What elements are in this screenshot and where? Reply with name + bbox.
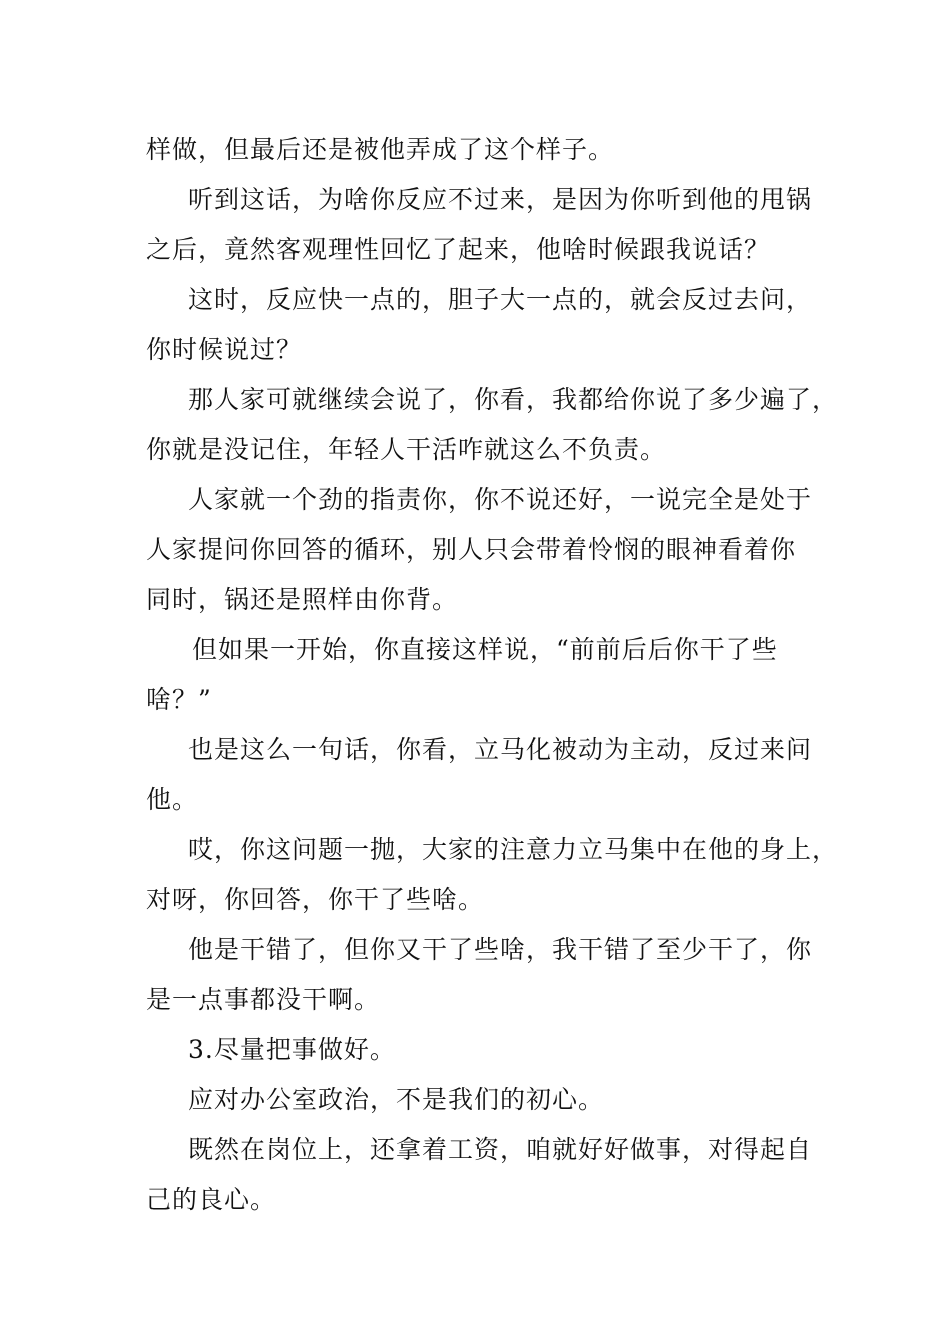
text-line: 人家提问你回答的循环，别人只会带着怜悯的眼神看着你 (146, 535, 797, 564)
text-line: 哎，你这问题一抛，大家的注意力立马集中在他的身上， (188, 835, 839, 864)
text-line: 应对办公室政治，不是我们的初心。 (188, 1085, 605, 1114)
text-line: 是一点事都没干啊。 (146, 985, 381, 1014)
text-line: 你时候说过？ (146, 335, 303, 364)
text-line: 这时，反应快一点的，胆子大一点的，就会反过去问， (188, 285, 813, 314)
text-line: 那人家可就继续会说了，你看，我都给你说了多少遍了， (188, 385, 839, 414)
text-line: 人家就一个劲的指责你，你不说还好，一说完全是处于 (188, 485, 813, 514)
text-line: 之后，竟然客观理性回忆了起来，他啥时候跟我说话？ (146, 235, 771, 264)
text-line: 也是这么一句话，你看，立马化被动为主动，反过来问 (188, 735, 813, 764)
text-line: 啥？” (146, 685, 212, 714)
text-line: 听到这话，为啥你反应不过来，是因为你听到他的甩锅 (188, 185, 813, 214)
text-line: 他。 (146, 785, 199, 814)
text-line: 对呀，你回答，你干了些啥。 (146, 885, 485, 914)
text-line: 同时，锅还是照样由你背。 (146, 585, 459, 614)
text-line: 他是干错了，但你又干了些啥，我干错了至少干了，你 (188, 935, 813, 964)
text-line: 己的良心。 (146, 1185, 277, 1214)
text-line: 但如果一开始，你直接这样说，“前前后后你干了些 (192, 635, 778, 664)
text-line: 你就是没记住，年轻人干活咋就这么不负责。 (146, 435, 667, 464)
text-line: 既然在岗位上，还拿着工资，咱就好好做事，对得起自 (188, 1135, 813, 1164)
text-line: 样做，但最后还是被他弄成了这个样子。 (146, 135, 615, 164)
section-heading: 3.尽量把事做好。 (188, 1035, 396, 1064)
